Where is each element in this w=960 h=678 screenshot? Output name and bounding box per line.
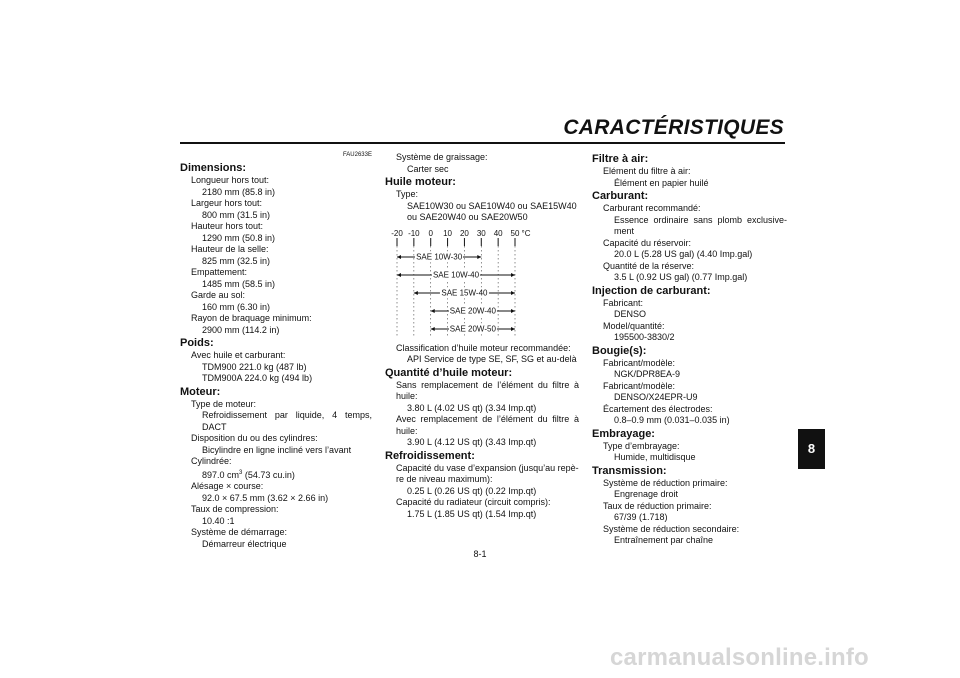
- primary-ratio-label: Taux de réduction primaire:: [603, 500, 712, 511]
- title-rule: [180, 142, 785, 144]
- without-filter-value: 3.80 L (4.02 US qt) (3.34 Imp.qt): [407, 402, 537, 413]
- reserve-value: 3.5 L (0.92 US gal) (0.77 Imp.gal): [614, 272, 748, 282]
- bore-stroke-label: Alésage × course:: [191, 481, 264, 491]
- primary-label: Système de réduction primaire:: [603, 477, 728, 488]
- page-number: 8-1: [473, 549, 487, 559]
- without-filter-label-cont: huile:: [396, 391, 418, 401]
- plug2-value: DENSO/X24EPR-U9: [614, 392, 698, 402]
- with-filter-label: Avec remplacement de l’élément du filtre à: [396, 414, 579, 424]
- primary-ratio-value: 67/39 (1.718): [614, 512, 668, 522]
- air-filter-label: Elément du filtre à air:: [603, 166, 691, 176]
- overall-length-label: Longueur hors tout:: [191, 175, 270, 185]
- clutch-label: Type d’embrayage:: [603, 440, 680, 451]
- displacement-value: [180, 468, 372, 482]
- classification-value: API Service de type SE, SF, SG et au-delà: [407, 354, 577, 364]
- overall-width-value: 800 mm (31.5 in): [202, 209, 271, 220]
- secondary-value: Entraînement par chaîne: [614, 535, 714, 545]
- chart-arrowhead: [511, 327, 515, 331]
- chart-arrowhead: [431, 309, 435, 313]
- ground-clearance-label: Garde au sol:: [191, 290, 246, 300]
- overall-height-value: 1290 mm (50.8 in): [202, 232, 276, 243]
- engine-heading: Moteur:: [180, 385, 221, 398]
- starting-value: Démarreur électrique: [202, 538, 287, 549]
- tank-value: 20.0 L (5.28 US gal) (4.40 Imp.gal): [614, 249, 753, 259]
- oil-type-value-cont: ou SAE20W40 ou SAE20W50: [407, 212, 528, 222]
- clutch-heading: Embrayage:: [592, 427, 655, 440]
- engine-type-label: Type de moteur:: [191, 398, 257, 409]
- chart-arrowhead: [397, 273, 401, 277]
- spark-plug-heading: Bougie(s):: [592, 344, 647, 357]
- maker-label: Fabricant:: [603, 297, 644, 308]
- chart-arrowhead: [511, 273, 515, 277]
- reserve-label: Quantité de la réserve:: [603, 260, 695, 271]
- clutch-value: Humide, multidisque: [614, 452, 696, 462]
- engine-type-value: Refroidissement par liquide, 4 temps,: [202, 410, 372, 420]
- gap-label: Écartement des électrodes:: [603, 403, 713, 414]
- column-left: [180, 161, 372, 550]
- turning-radius-label: Rayon de braquage minimum:: [191, 313, 312, 323]
- oil-quantity-heading: Quantité d’huile moteur:: [385, 366, 513, 379]
- oil-type-value: SAE10W30 ou SAE10W40 ou SAE15W40: [407, 200, 577, 211]
- chart-tick-label: 0: [428, 228, 433, 238]
- with-oil-label: Avec huile et carburant:: [191, 350, 286, 360]
- wheelbase-label: Empattement:: [191, 267, 248, 277]
- chart-series-label: SAE 10W-40: [432, 269, 480, 279]
- air-filter-value: Élément en papier huilé: [614, 177, 709, 188]
- oil-type-label: Type:: [396, 189, 419, 199]
- classification-label: Classification d’huile moteur recommandée:: [396, 342, 571, 353]
- chart-tick-label: 50: [510, 228, 520, 238]
- engine-type-value-cont: DACT: [202, 421, 227, 432]
- column-middle: [385, 152, 579, 520]
- oil-heading: Huile moteur:: [385, 176, 456, 188]
- tdm900-weight: TDM900 221.0 kg (487 lb): [202, 361, 307, 372]
- radiator-value: 1.75 L (1.85 US qt) (1.54 Imp.qt): [407, 508, 537, 519]
- without-filter-label: Sans remplacement de l’élément du filtre à: [396, 379, 579, 390]
- chart-tick-label: 10: [443, 228, 453, 238]
- model-value: 195500-3830/2: [614, 332, 675, 342]
- fuel-heading: Carburant:: [592, 190, 649, 202]
- fuel-label: Carburant recommandé:: [603, 203, 701, 213]
- chart-arrowhead: [397, 255, 401, 259]
- chapter-tab: 8: [798, 429, 825, 469]
- chart-tick-label: 40: [493, 228, 503, 238]
- air-filter-heading: Filtre à air:: [592, 153, 649, 165]
- bore-stroke-value: 92.0 × 67.5 mm (3.62 × 2.66 in): [202, 492, 329, 503]
- column-right: [592, 152, 787, 547]
- chart-series-label: SAE 10W-30: [416, 251, 463, 261]
- chart-series-label: SAE 15W-40: [441, 287, 488, 297]
- chart-series-label: SAE 20W-40: [449, 305, 496, 315]
- compression-label: Taux de compression:: [191, 504, 279, 514]
- chart-tick-label: 30: [476, 228, 486, 238]
- fuel-value-cont: ment: [614, 226, 635, 236]
- section-code: FAU2633E: [342, 152, 372, 158]
- reservoir-label-cont: re de niveau maximum):: [396, 474, 493, 484]
- transmission-heading: Transmission:: [592, 464, 667, 477]
- chart-arrowhead: [477, 255, 481, 259]
- cooling-heading: Refroidissement:: [385, 449, 475, 462]
- plug1-value: NGK/DPR8EA-9: [614, 369, 681, 379]
- displacement-imperial: (54.73 cu.in): [242, 469, 295, 480]
- chart-arrowhead: [511, 309, 515, 313]
- chart-arrowhead: [431, 327, 435, 331]
- reservoir-label: Capacité du vase d’expansion (jusqu’au repè-: [396, 462, 579, 473]
- displacement-number: 897.0 cm: [202, 469, 240, 480]
- fuel-value: Essence ordinaire sans plomb exclusive-: [614, 214, 787, 225]
- starting-label: Système de démarrage:: [191, 527, 288, 537]
- secondary-label: Système de réduction secondaire:: [603, 523, 740, 534]
- chart-series-label: SAE 20W-50: [449, 323, 496, 333]
- seat-height-value: 825 mm (32.5 in): [202, 255, 271, 266]
- weight-heading: Poids:: [180, 337, 214, 349]
- oil-viscosity-chart: [387, 228, 537, 340]
- chart-tick-label: -20: [391, 228, 403, 238]
- wheelbase-value: 1485 mm (58.5 in): [202, 278, 276, 289]
- dimensions-heading: Dimensions:: [180, 162, 247, 174]
- cylinder-value: Bicylindre en ligne incliné vers l’avant: [202, 444, 352, 455]
- chart-tick-label: 20: [459, 228, 469, 238]
- tdm900a-weight: TDM900A 224.0 kg (494 lb): [202, 373, 313, 383]
- chart-arrowhead: [414, 291, 418, 295]
- displacement-exponent: 3: [239, 469, 243, 476]
- primary-value: Engrenage droit: [614, 489, 679, 499]
- injection-heading: Injection de carburant:: [592, 284, 711, 297]
- turning-radius-value: 2900 mm (114.2 in): [202, 324, 280, 335]
- overall-width-label: Largeur hors tout:: [191, 198, 263, 208]
- overall-length-value: 2180 mm (85.8 in): [202, 186, 276, 197]
- seat-height-label: Hauteur de la selle:: [191, 244, 269, 254]
- chart-tick-label: -10: [408, 228, 420, 238]
- cylinder-label: Disposition du ou des cylindres:: [191, 433, 318, 443]
- chart-unit-label: °C: [521, 228, 531, 238]
- lubrication-value: Carter sec: [407, 163, 449, 174]
- lubrication-label: Système de graissage:: [396, 152, 488, 162]
- with-filter-value: 3.90 L (4.12 US qt) (3.43 Imp.qt): [407, 437, 537, 447]
- tank-label: Capacité du réservoir:: [603, 237, 692, 248]
- displacement-label: Cylindrée:: [191, 456, 232, 466]
- maker-value: DENSO: [614, 309, 647, 319]
- ground-clearance-value: 160 mm (6.30 in): [202, 301, 271, 312]
- chart-arrowhead: [511, 291, 515, 295]
- radiator-label: Capacité du radiateur (circuit compris):: [396, 497, 551, 507]
- reservoir-value: 0.25 L (0.26 US qt) (0.22 Imp.qt): [407, 485, 537, 496]
- plug1-label: Fabricant/modèle:: [603, 357, 676, 368]
- model-label: Model/quantité:: [603, 320, 665, 331]
- plug2-label: Fabricant/modèle:: [603, 380, 676, 391]
- compression-value: 10.40 :1: [202, 515, 235, 526]
- page-title: CARACTÉRISTIQUES: [563, 116, 784, 139]
- watermark: carmanualsonline.info: [610, 644, 869, 671]
- with-filter-label-cont: huile:: [396, 425, 418, 436]
- overall-height-label: Hauteur hors tout:: [191, 221, 264, 231]
- gap-value: 0.8–0.9 mm (0.031–0.035 in): [614, 415, 730, 425]
